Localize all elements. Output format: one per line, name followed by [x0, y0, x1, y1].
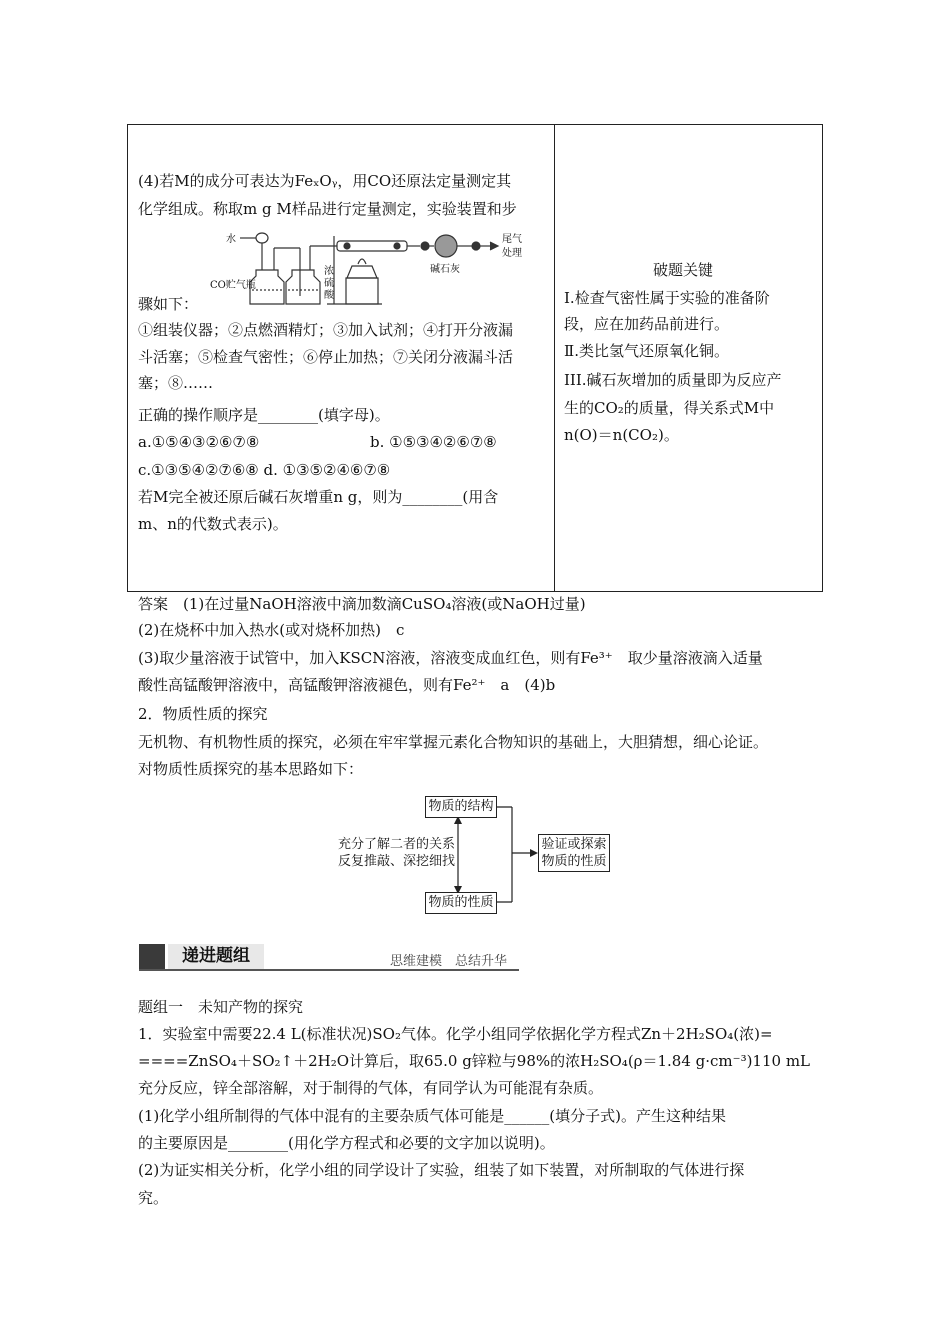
hints-line-6: n(O)＝n(CO₂)。	[564, 426, 679, 444]
q1-line-3: 充分反应，锌全部溶解，对于制得的气体，有同学认为可能混有杂质。	[138, 1079, 604, 1097]
banner-subtitle: 思维建模 总结升华	[390, 954, 508, 969]
q4-line-3: 骤如下：	[138, 295, 199, 313]
fig-label-conc: 浓	[324, 266, 334, 277]
flow-verify-line-1: 验证或探索	[541, 837, 607, 852]
co-reduction-apparatus-figure	[210, 226, 532, 308]
answer-line-2: (2)在烧杯中加入热水(或对烧杯加热) c	[138, 621, 405, 639]
section-2-paragraph-2: 对物质性质探究的基本思路如下：	[138, 760, 364, 778]
banner-title: 递进题组	[168, 944, 264, 969]
q4-line-2: 化学组成。称取m g M样品进行定量测定，实验装置和步	[138, 200, 517, 218]
q4-line-1: (4)若M的成分可表达为FeₓOᵧ，用CO还原法定量测定其	[138, 172, 512, 190]
q4-option-b: b. ①⑤③④②⑥⑦⑧	[370, 433, 497, 451]
answer-line-3: (3)取少量溶液于试管中，加入KSCN溶液，溶液变成血红色，则有Fe³⁺ 取少量溶液滴入适量	[138, 649, 763, 667]
fig-label-acid: 酸	[324, 290, 334, 301]
section-2-paragraph-1: 无机物、有机物性质的探究，必须在牢牢掌握元素化合物知识的基础上，大胆猜想，细心论证。	[138, 733, 769, 751]
q4-line-10: m、n的代数式表示)。	[138, 515, 288, 533]
flow-property-box: 物质的性质	[425, 892, 497, 914]
q1-line-1: 1．实验室中需要22.4 L(标准状况)SO₂气体。化学小组同学依据化学方程式Zn＋2H₂SO₄(浓)=	[138, 1025, 773, 1043]
hints-line-3: Ⅱ.类比氢气还原氧化铜。	[564, 342, 729, 360]
q4-line-4: ①组装仪器；②点燃酒精灯；③加入试剂；④打开分液漏	[138, 321, 514, 339]
fig-label-soda-lime: 碱石灰	[430, 264, 460, 275]
q4-line-5: 斗活塞；⑤检查气密性；⑥停止加热；⑦关闭分液漏斗活	[138, 348, 514, 366]
q4-line-6: 塞；⑧……	[138, 374, 214, 392]
hints-line-1: Ⅰ.检查气密性属于实验的准备阶	[564, 289, 770, 307]
q1-line-2: ====ZnSO₄＋SO₂↑＋2H₂O计算后，取65.0 g锌粒与98%的浓H₂SO₄(ρ＝1.84 g·cm⁻³)110 mL	[138, 1052, 811, 1070]
table-divider	[554, 124, 555, 592]
section-2-heading: 2．物质性质的探究	[138, 705, 268, 723]
hints-title: 破题关键	[653, 261, 714, 279]
q1-sub1-line-1: (1)化学小组所制得的气体中混有的主要杂质气体可能是______(填分子式)。产生这种结果	[138, 1107, 726, 1125]
hints-line-4: III.碱石灰增加的质量即为反应产	[564, 371, 782, 389]
q1-sub2-line-2: 究。	[138, 1189, 169, 1207]
flow-structure-box: 物质的结构	[425, 796, 497, 818]
flow-middle-text-1: 充分了解二者的关系	[338, 837, 456, 852]
flow-middle-text-2: 反复推敲、深挖细找	[338, 854, 456, 869]
flow-verify-line-2: 物质的性质	[541, 854, 607, 869]
q1-sub2-line-1: (2)为证实相关分析，化学小组的同学设计了实验，组装了如下装置，对所制取的气体进行探	[138, 1161, 745, 1179]
q4-options-cd: c.①③⑤④②⑦⑥⑧ d. ①③⑤②④⑥⑦⑧	[138, 461, 391, 479]
q4-option-a: a.①⑤④③②⑥⑦⑧	[138, 433, 260, 451]
answer-line-4: 酸性高锰酸钾溶液中，高锰酸钾溶液褪色，则有Fe²⁺ a (4)b	[138, 676, 556, 694]
fig-label-water: 水	[226, 234, 236, 245]
q1-sub1-line-2: 的主要原因是________(用化学方程式和必要的文字加以说明)。	[138, 1134, 555, 1152]
q4-line-7: 正确的操作顺序是________(填字母)。	[138, 406, 390, 424]
fig-label-treatment: 处理	[502, 248, 522, 259]
answer-line-1: 答案 (1)在过量NaOH溶液中滴加数滴CuSO₄溶液(或NaOH过量)	[138, 595, 586, 613]
hints-line-5: 生的CO₂的质量，得关系式M中	[564, 399, 775, 417]
flow-verify-box	[538, 834, 610, 872]
group-1-heading: 题组一 未知产物的探究	[138, 998, 304, 1016]
q4-line-9: 若M完全被还原后碱石灰增重n g，则为________(用含	[138, 488, 499, 506]
fig-label-tail-gas: 尾气	[502, 234, 522, 245]
banner-block	[139, 944, 165, 969]
hints-line-2: 段，应在加药品前进行。	[564, 315, 730, 333]
fig-label-sulfuric: 硫	[324, 278, 334, 289]
banner-underline	[139, 969, 519, 971]
fig-label-co-bottle: CO贮气瓶	[210, 280, 256, 291]
